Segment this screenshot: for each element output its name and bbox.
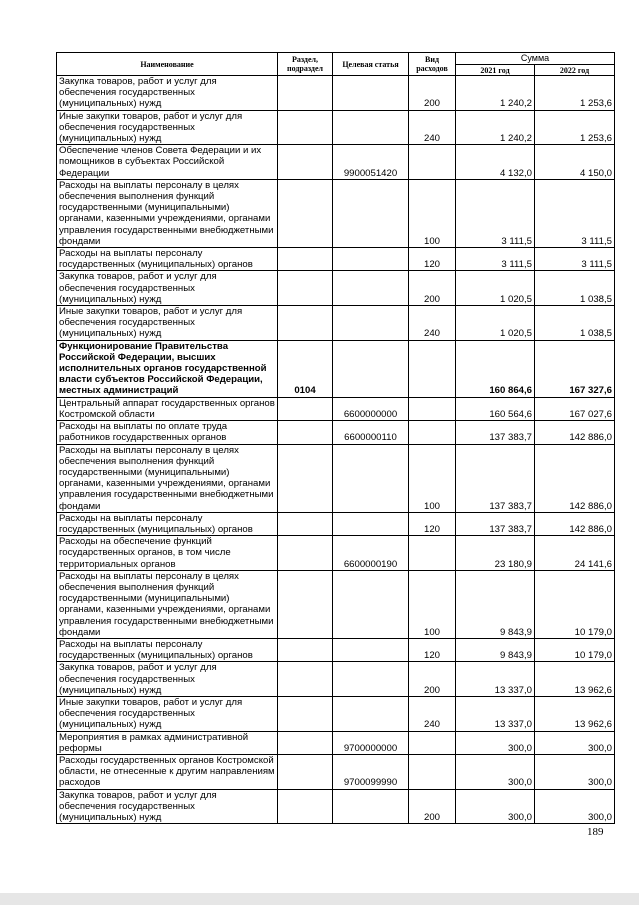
- cell-name: Расходы на выплаты персоналу государственных (муниципальных) органов: [57, 248, 278, 271]
- table-row: [57, 76, 615, 111]
- cell-type: [409, 145, 456, 180]
- cell-sum-2022: 13 962,6: [535, 662, 615, 697]
- table-row: [57, 110, 615, 145]
- cell-sum-2022: 3 111,5: [535, 248, 615, 271]
- cell-target: [333, 271, 409, 306]
- header-name: Наименование: [57, 53, 278, 76]
- cell-name: Закупка товаров, работ и услуг для обеспечения государственных (муниципальных) нужд: [57, 76, 278, 111]
- cell-name: Расходы на выплаты по оплате труда работников государственных органов: [57, 421, 278, 444]
- cell-name: Закупка товаров, работ и услуг для обеспечения государственных (муниципальных) нужд: [57, 271, 278, 306]
- cell-target: [333, 306, 409, 341]
- table-row: [57, 421, 615, 444]
- cell-section: [278, 76, 333, 111]
- cell-section: [278, 754, 333, 789]
- budget-table: [56, 52, 615, 824]
- table-row: [57, 145, 615, 180]
- cell-name: Расходы на выплаты персоналу государственных (муниципальных) органов: [57, 512, 278, 535]
- cell-type: 100: [409, 179, 456, 247]
- cell-name: Обеспечение членов Совета Федерации и их помощников в субъектах Российской Федерации: [57, 145, 278, 180]
- table-row: [57, 179, 615, 247]
- header-type: Вид расходов: [409, 53, 456, 76]
- cell-name: Закупка товаров, работ и услуг для обеспечения государственных (муниципальных) нужд: [57, 662, 278, 697]
- table-row: [57, 570, 615, 638]
- cell-type: [409, 397, 456, 420]
- cell-type: 120: [409, 512, 456, 535]
- cell-sum-2022: 1 253,6: [535, 76, 615, 111]
- header-section: Раздел, подраздел: [278, 53, 333, 76]
- cell-sum-2022: 142 886,0: [535, 444, 615, 512]
- cell-section: [278, 512, 333, 535]
- cell-sum-2021: 160 864,6: [456, 340, 535, 397]
- cell-name: Иные закупки товаров, работ и услуг для обеспечения государственных (муниципальных) нужд: [57, 696, 278, 731]
- cell-section: [278, 696, 333, 731]
- cell-sum-2021: 137 383,7: [456, 421, 535, 444]
- table-row: [57, 789, 615, 824]
- cell-type: 200: [409, 76, 456, 111]
- table-row: [57, 662, 615, 697]
- cell-section: [278, 731, 333, 754]
- cell-sum-2021: 9 843,9: [456, 570, 535, 638]
- cell-sum-2022: 142 886,0: [535, 421, 615, 444]
- cell-target: 9700000000: [333, 731, 409, 754]
- cell-sum-2022: 300,0: [535, 789, 615, 824]
- cell-section: [278, 145, 333, 180]
- cell-sum-2022: 13 962,6: [535, 696, 615, 731]
- cell-section: [278, 306, 333, 341]
- cell-sum-2021: 1 240,2: [456, 110, 535, 145]
- cell-sum-2022: 300,0: [535, 754, 615, 789]
- cell-target: [333, 248, 409, 271]
- cell-target: [333, 512, 409, 535]
- cell-name: Центральный аппарат государственных органов Костромской области: [57, 397, 278, 420]
- cell-section: [278, 789, 333, 824]
- cell-name: Расходы государственных органов Костромской области, не отнесенные к другим направлениям расходов: [57, 754, 278, 789]
- cell-target: 6600000190: [333, 536, 409, 571]
- cell-target: [333, 638, 409, 661]
- table-row: [57, 271, 615, 306]
- table-row: [57, 444, 615, 512]
- header-sum: Сумма: [456, 53, 615, 65]
- cell-target: [333, 444, 409, 512]
- scan-footer-strip: [0, 893, 639, 905]
- table-row: [57, 638, 615, 661]
- cell-target: [333, 76, 409, 111]
- cell-section: [278, 421, 333, 444]
- cell-name: Расходы на обеспечение функций государственных органов, в том числе территориальных органов: [57, 536, 278, 571]
- cell-section: [278, 662, 333, 697]
- table-row: [57, 248, 615, 271]
- cell-target: 9900051420: [333, 145, 409, 180]
- cell-sum-2021: 160 564,6: [456, 397, 535, 420]
- cell-section: [278, 570, 333, 638]
- cell-type: 240: [409, 696, 456, 731]
- cell-section: [278, 248, 333, 271]
- cell-section: [278, 179, 333, 247]
- cell-type: 240: [409, 306, 456, 341]
- cell-name: Расходы на выплаты персоналу в целях обеспечения выполнения функций государственными (муниципальными) органами, казенными учреждениями, органами управления государственными внебюджетными фондами: [57, 444, 278, 512]
- cell-name: Функционирование Правительства Российской Федерации, высших исполнительных органов государственной власти субъектов Российской Федерации, местных администраций: [57, 340, 278, 397]
- cell-sum-2021: 1 240,2: [456, 76, 535, 111]
- cell-name: Иные закупки товаров, работ и услуг для обеспечения государственных (муниципальных) нужд: [57, 306, 278, 341]
- cell-type: [409, 754, 456, 789]
- cell-target: 6600000000: [333, 397, 409, 420]
- cell-target: [333, 179, 409, 247]
- cell-section: [278, 536, 333, 571]
- table-row: [57, 306, 615, 341]
- cell-name: Расходы на выплаты персоналу в целях обеспечения выполнения функций государственными (муниципальными) органами, казенными учреждениями, органами управления государственными внебюджетными фондами: [57, 570, 278, 638]
- cell-target: [333, 570, 409, 638]
- cell-name: Расходы на выплаты персоналу в целях обеспечения выполнения функций государственными (муниципальными) органами, казенными учреждениями, органами управления государственными внебюджетными фондами: [57, 179, 278, 247]
- cell-sum-2022: 10 179,0: [535, 570, 615, 638]
- cell-sum-2021: 137 383,7: [456, 512, 535, 535]
- cell-target: [333, 110, 409, 145]
- table-row: [57, 696, 615, 731]
- cell-sum-2022: 4 150,0: [535, 145, 615, 180]
- cell-sum-2021: 4 132,0: [456, 145, 535, 180]
- cell-sum-2022: 300,0: [535, 731, 615, 754]
- cell-target: [333, 340, 409, 397]
- cell-type: [409, 421, 456, 444]
- cell-name: Мероприятия в рамках административной реформы: [57, 731, 278, 754]
- cell-sum-2021: 137 383,7: [456, 444, 535, 512]
- cell-type: 240: [409, 110, 456, 145]
- cell-name: Иные закупки товаров, работ и услуг для обеспечения государственных (муниципальных) нужд: [57, 110, 278, 145]
- cell-section: [278, 110, 333, 145]
- cell-type: [409, 731, 456, 754]
- cell-type: 120: [409, 248, 456, 271]
- page-number: 189: [587, 826, 604, 838]
- cell-type: [409, 340, 456, 397]
- cell-target: [333, 662, 409, 697]
- cell-sum-2022: 167 027,6: [535, 397, 615, 420]
- cell-section: [278, 271, 333, 306]
- cell-target: [333, 789, 409, 824]
- cell-sum-2021: 3 111,5: [456, 248, 535, 271]
- cell-section: [278, 444, 333, 512]
- table-row: [57, 340, 615, 397]
- cell-target: 9700099990: [333, 754, 409, 789]
- header-year-2022: 2022 год: [535, 65, 615, 76]
- header-target: Целевая статья: [333, 53, 409, 76]
- cell-sum-2022: 3 111,5: [535, 179, 615, 247]
- cell-name: Расходы на выплаты персоналу государственных (муниципальных) органов: [57, 638, 278, 661]
- cell-sum-2021: 1 020,5: [456, 271, 535, 306]
- cell-sum-2021: 1 020,5: [456, 306, 535, 341]
- cell-sum-2021: 300,0: [456, 754, 535, 789]
- cell-sum-2022: 10 179,0: [535, 638, 615, 661]
- cell-type: 200: [409, 662, 456, 697]
- cell-sum-2022: 142 886,0: [535, 512, 615, 535]
- cell-sum-2022: 167 327,6: [535, 340, 615, 397]
- cell-name: Закупка товаров, работ и услуг для обеспечения государственных (муниципальных) нужд: [57, 789, 278, 824]
- cell-sum-2021: 3 111,5: [456, 179, 535, 247]
- cell-section: [278, 397, 333, 420]
- cell-sum-2022: 1 038,5: [535, 271, 615, 306]
- table-row: [57, 512, 615, 535]
- cell-type: [409, 536, 456, 571]
- table-header: [57, 53, 615, 76]
- cell-type: 100: [409, 570, 456, 638]
- header-year-2021: 2021 год: [456, 65, 535, 76]
- cell-sum-2021: 9 843,9: [456, 638, 535, 661]
- cell-target: [333, 696, 409, 731]
- cell-sum-2021: 13 337,0: [456, 662, 535, 697]
- cell-target: 6600000110: [333, 421, 409, 444]
- cell-section: 0104: [278, 340, 333, 397]
- cell-sum-2022: 24 141,6: [535, 536, 615, 571]
- cell-section: [278, 638, 333, 661]
- cell-type: 200: [409, 789, 456, 824]
- cell-sum-2021: 300,0: [456, 789, 535, 824]
- cell-sum-2021: 13 337,0: [456, 696, 535, 731]
- cell-sum-2021: 23 180,9: [456, 536, 535, 571]
- table-row: [57, 397, 615, 420]
- table-row: [57, 731, 615, 754]
- cell-sum-2022: 1 253,6: [535, 110, 615, 145]
- cell-type: 200: [409, 271, 456, 306]
- table-row: [57, 754, 615, 789]
- table-body: [57, 76, 615, 824]
- cell-type: 120: [409, 638, 456, 661]
- cell-sum-2021: 300,0: [456, 731, 535, 754]
- cell-type: 100: [409, 444, 456, 512]
- cell-sum-2022: 1 038,5: [535, 306, 615, 341]
- table-row: [57, 536, 615, 571]
